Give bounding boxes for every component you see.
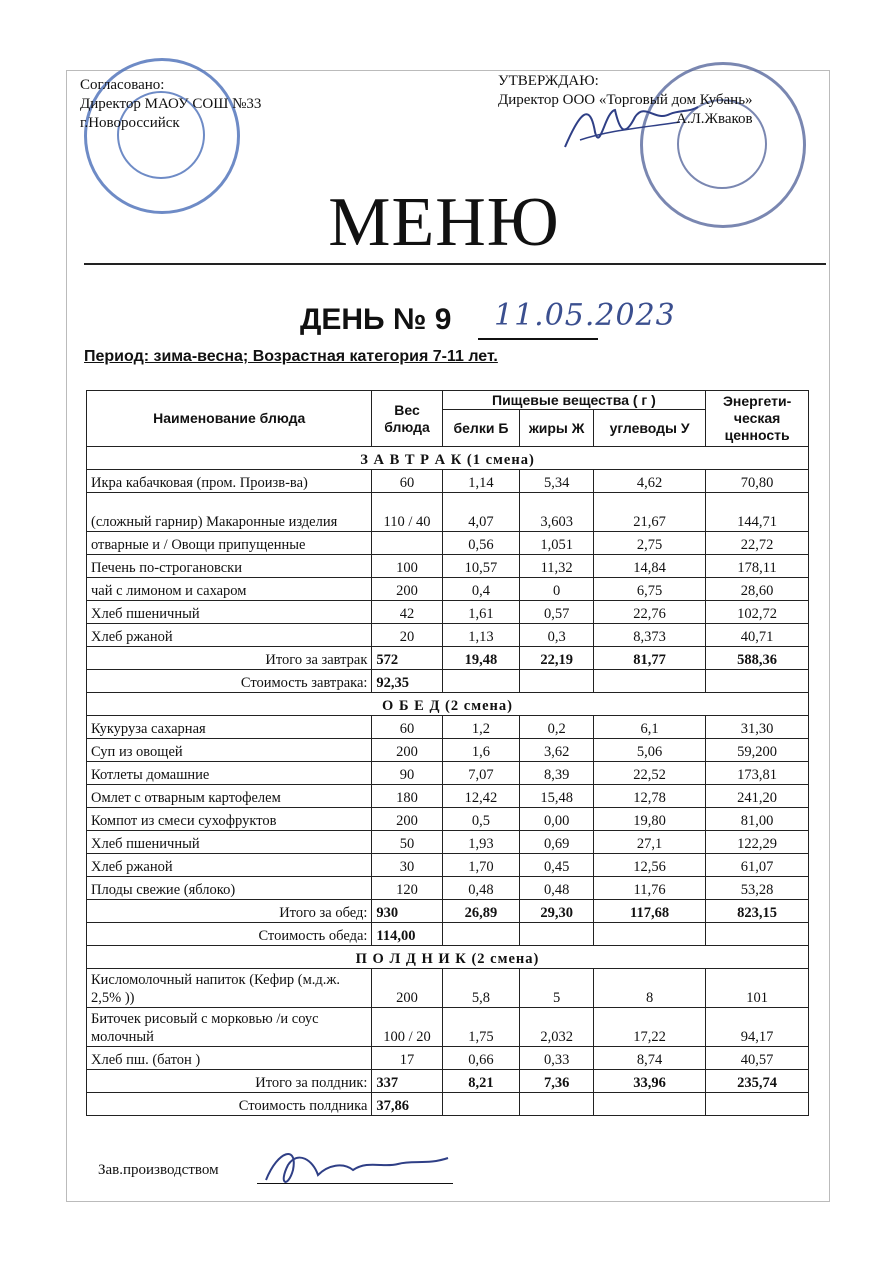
dish-protein: 1,93 xyxy=(442,831,520,854)
empty-cell xyxy=(520,1093,594,1116)
total-energy: 823,15 xyxy=(706,900,809,923)
dish-carbs: 22,52 xyxy=(593,762,705,785)
dish-name: Хлеб ржаной xyxy=(87,624,372,647)
cost-label: Стоимость полдника xyxy=(87,1093,372,1116)
dish-fat: 0,45 xyxy=(520,854,594,877)
empty-cell xyxy=(706,670,809,693)
dish-protein: 1,13 xyxy=(442,624,520,647)
dish-weight: 60 xyxy=(372,470,442,493)
total-carbs: 33,96 xyxy=(593,1070,705,1093)
dish-fat: 5 xyxy=(520,969,594,1008)
dish-weight: 50 xyxy=(372,831,442,854)
dish-fat: 2,032 xyxy=(520,1008,594,1047)
dish-fat: 11,32 xyxy=(520,555,594,578)
dish-protein: 10,57 xyxy=(442,555,520,578)
dish-fat: 0,33 xyxy=(520,1047,594,1070)
footer-signature-line xyxy=(257,1183,453,1184)
empty-cell xyxy=(520,670,594,693)
col-protein-header: белки Б xyxy=(442,410,520,447)
dish-energy: 28,60 xyxy=(706,578,809,601)
dish-protein: 0,4 xyxy=(442,578,520,601)
dish-energy: 81,00 xyxy=(706,808,809,831)
dish-fat: 0,3 xyxy=(520,624,594,647)
dish-weight: 200 xyxy=(372,578,442,601)
dish-name: отварные и / Овощи припущенные xyxy=(87,532,372,555)
dish-protein: 1,70 xyxy=(442,854,520,877)
dish-row xyxy=(87,739,809,762)
dish-weight xyxy=(372,532,442,555)
dish-row xyxy=(87,854,809,877)
dish-protein: 0,48 xyxy=(442,877,520,900)
date-underline xyxy=(478,338,598,340)
dish-fat: 5,34 xyxy=(520,470,594,493)
dish-row xyxy=(87,532,809,555)
dish-weight: 180 xyxy=(372,785,442,808)
total-energy: 235,74 xyxy=(706,1070,809,1093)
dish-weight: 110 / 40 xyxy=(372,493,442,532)
dish-row xyxy=(87,877,809,900)
dish-name: Хлеб пш. (батон ) xyxy=(87,1047,372,1070)
total-row xyxy=(87,1070,809,1093)
col-nutrients-header: Пищевые вещества ( г ) xyxy=(442,391,706,410)
dish-energy: 22,72 xyxy=(706,532,809,555)
production-head-signature xyxy=(258,1140,458,1195)
dish-fat: 3,603 xyxy=(520,493,594,532)
dish-row xyxy=(87,762,809,785)
total-row xyxy=(87,647,809,670)
dish-name: Кисломолочный напиток (Кефир (м.д.ж. 2,5% )) xyxy=(87,969,372,1008)
col-fat-header: жиры Ж xyxy=(520,410,594,447)
empty-cell xyxy=(706,923,809,946)
dish-carbs: 6,75 xyxy=(593,578,705,601)
cost-value: 92,35 xyxy=(372,670,442,693)
dish-energy: 101 xyxy=(706,969,809,1008)
dish-weight: 200 xyxy=(372,969,442,1008)
dish-energy: 102,72 xyxy=(706,601,809,624)
empty-cell xyxy=(593,670,705,693)
dish-carbs: 4,62 xyxy=(593,470,705,493)
total-weight: 930 xyxy=(372,900,442,923)
dish-row xyxy=(87,493,809,532)
city-line: г.Новороссийск xyxy=(80,115,180,131)
dish-protein: 7,07 xyxy=(442,762,520,785)
dish-carbs: 27,1 xyxy=(593,831,705,854)
dish-protein: 5,8 xyxy=(442,969,520,1008)
menu-table xyxy=(86,390,809,1116)
total-label: Итого за полдник: xyxy=(87,1070,372,1093)
dish-energy: 31,30 xyxy=(706,716,809,739)
total-fat: 29,30 xyxy=(520,900,594,923)
company-director-line: Директор ООО «Торговый дом Кубань» xyxy=(498,92,753,108)
dish-energy: 173,81 xyxy=(706,762,809,785)
total-fat: 22,19 xyxy=(520,647,594,670)
director-name: А.Л.Жваков xyxy=(676,111,753,127)
dish-carbs: 12,78 xyxy=(593,785,705,808)
dish-carbs: 21,67 xyxy=(593,493,705,532)
dish-protein: 0,56 xyxy=(442,532,520,555)
dish-fat: 0 xyxy=(520,578,594,601)
dish-name: Биточек рисовый с морковью /и соус молочный xyxy=(87,1008,372,1047)
dish-carbs: 5,06 xyxy=(593,739,705,762)
empty-cell xyxy=(593,923,705,946)
dish-fat: 8,39 xyxy=(520,762,594,785)
period-line: Период: зима-весна; Возрастная категория 7-11 лет. xyxy=(84,348,498,365)
dish-name: Котлеты домашние xyxy=(87,762,372,785)
empty-cell xyxy=(442,923,520,946)
dish-weight: 100 / 20 xyxy=(372,1008,442,1047)
agreed-label: Согласовано: xyxy=(80,77,165,93)
dish-row xyxy=(87,578,809,601)
dish-protein: 1,61 xyxy=(442,601,520,624)
dish-row xyxy=(87,785,809,808)
total-protein: 8,21 xyxy=(442,1070,520,1093)
total-row xyxy=(87,900,809,923)
dish-weight: 60 xyxy=(372,716,442,739)
dish-carbs: 14,84 xyxy=(593,555,705,578)
dish-row xyxy=(87,831,809,854)
dish-name: Омлет с отварным картофелем xyxy=(87,785,372,808)
dish-energy: 61,07 xyxy=(706,854,809,877)
dish-row xyxy=(87,1008,809,1047)
dish-carbs: 17,22 xyxy=(593,1008,705,1047)
dish-weight: 200 xyxy=(372,739,442,762)
dish-fat: 3,62 xyxy=(520,739,594,762)
total-carbs: 117,68 xyxy=(593,900,705,923)
dish-row xyxy=(87,624,809,647)
dish-carbs: 19,80 xyxy=(593,808,705,831)
dish-weight: 20 xyxy=(372,624,442,647)
dish-protein: 0,5 xyxy=(442,808,520,831)
dish-weight: 42 xyxy=(372,601,442,624)
dish-protein: 1,6 xyxy=(442,739,520,762)
dish-energy: 94,17 xyxy=(706,1008,809,1047)
section-header-row xyxy=(87,693,809,716)
total-label: Итого за завтрак xyxy=(87,647,372,670)
page-title: МЕНЮ xyxy=(328,184,560,261)
total-protein: 19,48 xyxy=(442,647,520,670)
dish-carbs: 22,76 xyxy=(593,601,705,624)
dish-name: Кукуруза сахарная xyxy=(87,716,372,739)
dish-name: Плоды свежие (яблоко) xyxy=(87,877,372,900)
dish-row xyxy=(87,969,809,1008)
dish-protein: 1,75 xyxy=(442,1008,520,1047)
dish-energy: 40,71 xyxy=(706,624,809,647)
total-energy: 588,36 xyxy=(706,647,809,670)
total-carbs: 81,77 xyxy=(593,647,705,670)
dish-fat: 0,57 xyxy=(520,601,594,624)
section-title: П О Л Д Н И К (2 смена) xyxy=(87,946,809,969)
dish-name: Икра кабачковая (пром. Произв-ва) xyxy=(87,470,372,493)
dish-energy: 122,29 xyxy=(706,831,809,854)
dish-row xyxy=(87,1047,809,1070)
empty-cell xyxy=(442,1093,520,1116)
col-name-header: Наименование блюда xyxy=(87,391,372,447)
empty-cell xyxy=(442,670,520,693)
col-weight-header: Вес блюда xyxy=(372,391,442,447)
dish-energy: 59,200 xyxy=(706,739,809,762)
approval-block-right xyxy=(498,72,753,129)
col-energy-header: Энергети-ческая ценность xyxy=(706,391,809,447)
dish-energy: 178,11 xyxy=(706,555,809,578)
dish-carbs: 2,75 xyxy=(593,532,705,555)
section-header-row xyxy=(87,946,809,969)
section-title: З А В Т Р А К (1 смена) xyxy=(87,447,809,470)
dish-protein: 12,42 xyxy=(442,785,520,808)
dish-energy: 144,71 xyxy=(706,493,809,532)
total-label: Итого за обед: xyxy=(87,900,372,923)
total-fat: 7,36 xyxy=(520,1070,594,1093)
empty-cell xyxy=(706,1093,809,1116)
dish-carbs: 11,76 xyxy=(593,877,705,900)
menu-body xyxy=(87,447,809,1116)
dish-energy: 53,28 xyxy=(706,877,809,900)
dish-carbs: 8,74 xyxy=(593,1047,705,1070)
dish-energy: 40,57 xyxy=(706,1047,809,1070)
dish-name: Печень по-строгановски xyxy=(87,555,372,578)
dish-fat: 0,2 xyxy=(520,716,594,739)
dish-name: Хлеб ржаной xyxy=(87,854,372,877)
dish-carbs: 6,1 xyxy=(593,716,705,739)
footer-label: Зав.производством xyxy=(98,1162,219,1178)
dish-energy: 70,80 xyxy=(706,470,809,493)
approval-block-left xyxy=(80,76,261,133)
dish-weight: 30 xyxy=(372,854,442,877)
dish-protein: 0,66 xyxy=(442,1047,520,1070)
dish-weight: 90 xyxy=(372,762,442,785)
dish-protein: 1,2 xyxy=(442,716,520,739)
section-header-row xyxy=(87,447,809,470)
dish-name: чай с лимоном и сахаром xyxy=(87,578,372,601)
approve-label: УТВЕРЖДАЮ: xyxy=(498,73,599,89)
dish-protein: 4,07 xyxy=(442,493,520,532)
school-director-line: Директор МАОУ СОШ №33 xyxy=(80,96,262,112)
cost-value: 37,86 xyxy=(372,1093,442,1116)
total-weight: 572 xyxy=(372,647,442,670)
dish-fat: 0,48 xyxy=(520,877,594,900)
dish-row xyxy=(87,716,809,739)
dish-weight: 17 xyxy=(372,1047,442,1070)
cost-label: Стоимость обеда: xyxy=(87,923,372,946)
dish-fat: 0,69 xyxy=(520,831,594,854)
dish-row xyxy=(87,555,809,578)
dish-energy: 241,20 xyxy=(706,785,809,808)
dish-fat: 15,48 xyxy=(520,785,594,808)
section-title: О Б Е Д (2 смена) xyxy=(87,693,809,716)
handwritten-date: 11.05.2023 xyxy=(494,298,676,333)
empty-cell xyxy=(593,1093,705,1116)
dish-fat: 1,051 xyxy=(520,532,594,555)
dish-fat: 0,00 xyxy=(520,808,594,831)
dish-row xyxy=(87,470,809,493)
total-weight: 337 xyxy=(372,1070,442,1093)
cost-label: Стоимость завтрака: xyxy=(87,670,372,693)
empty-cell xyxy=(520,923,594,946)
dish-weight: 200 xyxy=(372,808,442,831)
total-protein: 26,89 xyxy=(442,900,520,923)
dish-name: Хлеб пшеничный xyxy=(87,831,372,854)
dish-carbs: 12,56 xyxy=(593,854,705,877)
dish-weight: 100 xyxy=(372,555,442,578)
cost-row xyxy=(87,923,809,946)
col-carbs-header: углеводы У xyxy=(593,410,705,447)
dish-carbs: 8 xyxy=(593,969,705,1008)
dish-protein: 1,14 xyxy=(442,470,520,493)
dish-name: Хлеб пшеничный xyxy=(87,601,372,624)
cost-value: 114,00 xyxy=(372,923,442,946)
dish-name: (сложный гарнир) Макаронные изделия xyxy=(87,493,372,532)
title-divider xyxy=(84,263,826,265)
dish-weight: 120 xyxy=(372,877,442,900)
dish-row xyxy=(87,601,809,624)
dish-row xyxy=(87,808,809,831)
dish-name: Компот из смеси сухофруктов xyxy=(87,808,372,831)
cost-row xyxy=(87,670,809,693)
dish-name: Суп из овощей xyxy=(87,739,372,762)
dish-carbs: 8,373 xyxy=(593,624,705,647)
day-number: ДЕНЬ № 9 xyxy=(300,303,452,336)
cost-row xyxy=(87,1093,809,1116)
